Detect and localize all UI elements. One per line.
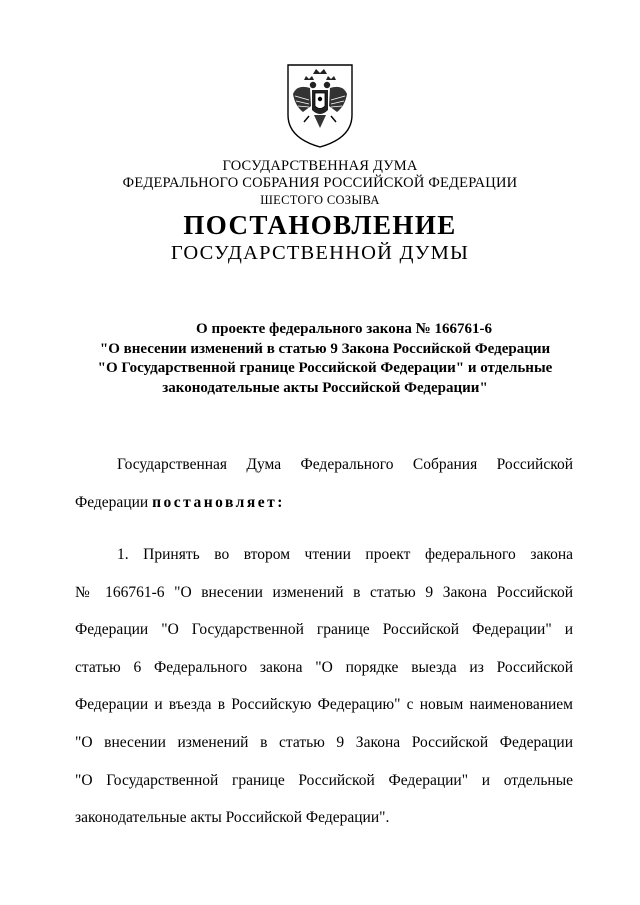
title-line: "О Государственной границе Российской Федерации" и отдельные	[97, 360, 553, 376]
resolves-keyword: постановляет:	[152, 493, 285, 511]
document-title	[70, 320, 580, 398]
coat-of-arms-icon	[283, 60, 357, 150]
preamble-line	[75, 493, 573, 531]
preamble-text: Государственная Дума Федерального Собрания Российской	[117, 456, 573, 473]
organization-name-line2: ФЕДЕРАЛЬНОГО СОБРАНИЯ РОССИЙСКОЙ ФЕДЕРАЦИИ	[122, 175, 518, 191]
organization-name-line1: ГОСУДАРСТВЕННАЯ ДУМА	[222, 158, 418, 174]
paragraph-line: 1. Принять во втором чтении проект федерального закона	[117, 546, 573, 563]
preamble	[75, 455, 573, 530]
convocation-label: ШЕСТОГО СОЗЫВА	[260, 193, 380, 207]
paragraph-line: "О Государственной границе Российской Федерации" и отдельные	[75, 771, 573, 789]
issuer-heading: ГОСУДАРСТВЕННОЙ ДУМЫ	[170, 242, 470, 264]
title-line: законодательные акты Российской Федерации"	[162, 379, 488, 396]
paragraph-line: "О внесении изменений в статью 9 Закона Российской Федерации	[75, 733, 573, 751]
paragraph-line: статью 6 Федерального закона "О порядке выезда из Российской	[75, 658, 573, 676]
paragraph-line: Федерации "О Государственной границе Российской Федерации" и	[75, 621, 573, 639]
document-type-heading: ПОСТАНОВЛЕНИЕ	[183, 210, 457, 240]
paragraph-1	[75, 545, 573, 846]
paragraph-line: законодательные акты Российской Федерации".	[75, 809, 390, 827]
title-line: "О внесении изменений в статью 9 Закона Российской Федерации	[99, 340, 551, 357]
preamble-line	[75, 455, 573, 493]
preamble-text: Федерации	[75, 493, 149, 511]
paragraph-line: Федерации и въезда в Российскую Федерацию" с новым наименованием	[75, 696, 573, 714]
coat-of-arms-emblem	[283, 60, 357, 150]
title-line: О проекте федерального закона № 166761-6	[196, 321, 492, 337]
paragraph-line: № 166761-6 "О внесении изменений в статью 9 Закона Российской	[75, 583, 573, 601]
